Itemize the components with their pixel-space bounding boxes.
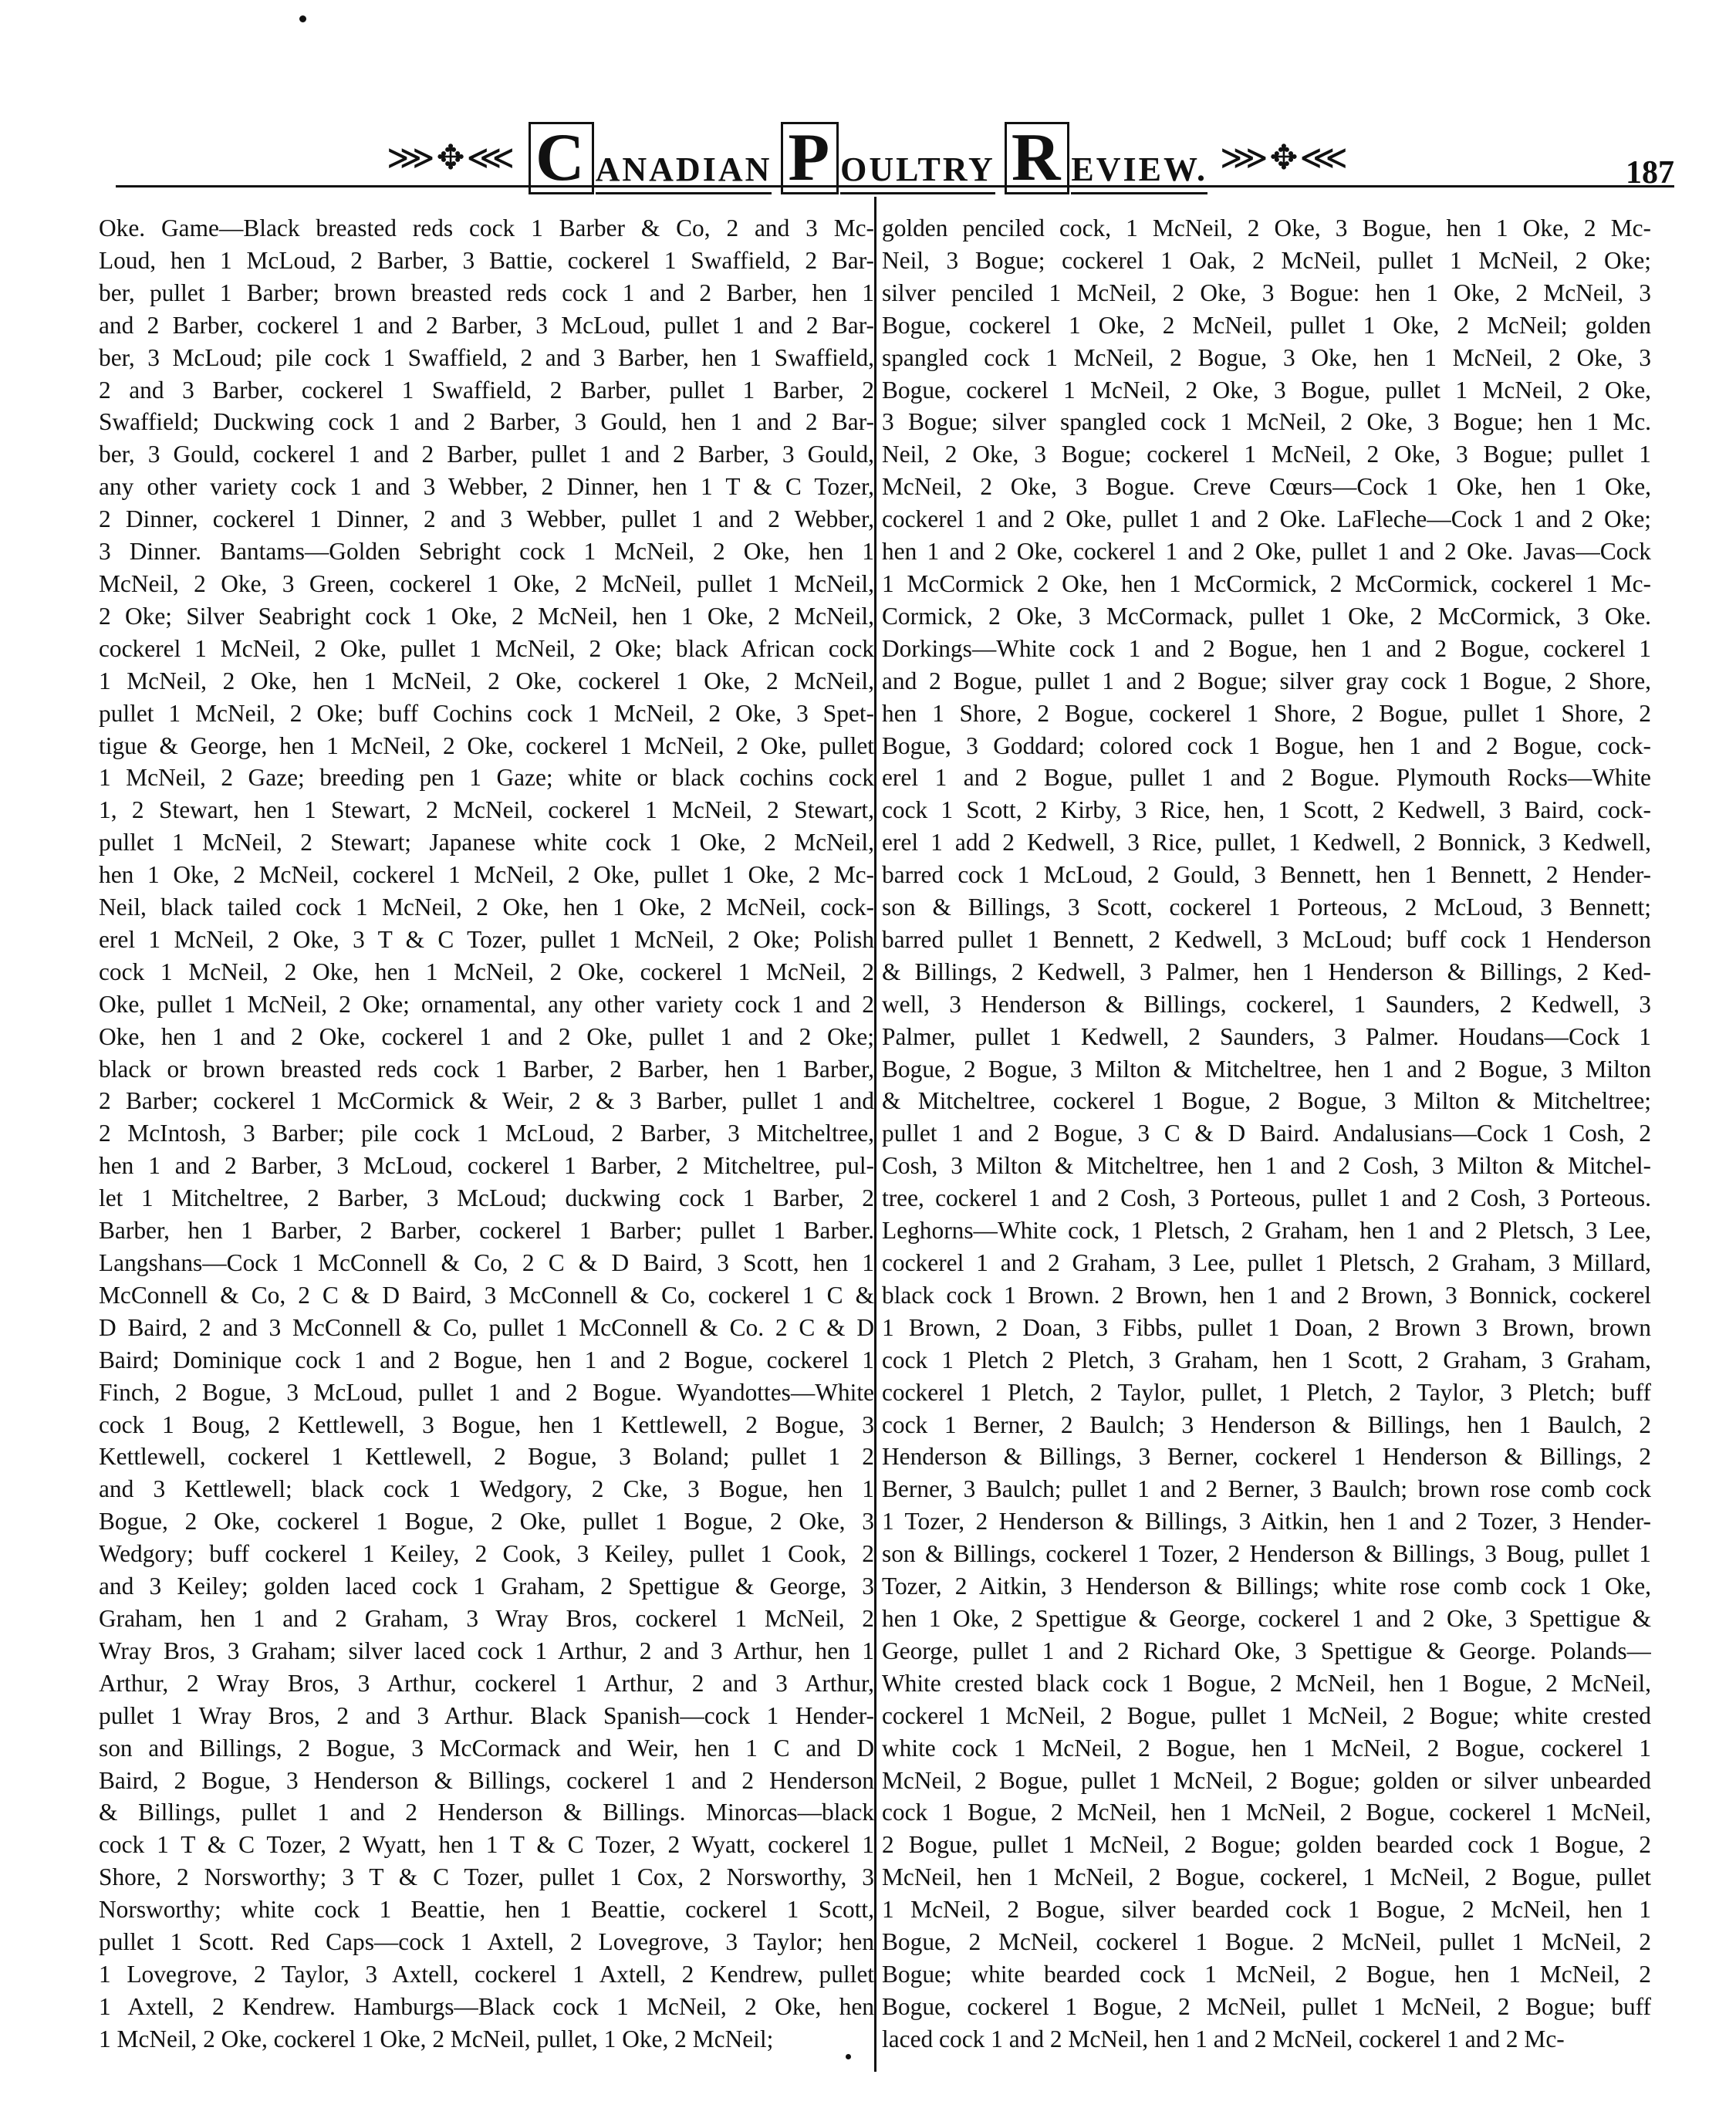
right-column-line: 1 Brown, 2 Doan, 3 Fibbs, pullet 1 Doan, 2 Brown 3 Brown, brown [882, 1313, 1651, 1341]
left-column-line: hen 1 and 2 Barber, 3 McLoud, cockerel 1 Barber, 2 Mitcheltree, pul- [99, 1152, 874, 1180]
left-column-line: pullet 1 Wray Bros, 2 and 3 Arthur. Black Spanish—cock 1 Hender- [99, 1701, 874, 1729]
right-column-line: McNeil, hen 1 McNeil, 2 Bogue, cockerel, 1 McNeil, 2 Bogue, pullet [882, 1863, 1651, 1891]
right-column-line: 1 McCormick 2 Oke, hen 1 McCormick, 2 McCormick, cockerel 1 Mc- [882, 569, 1651, 597]
right-column-line: and 2 Bogue, pullet 1 and 2 Bogue; silver gray cock 1 Bogue, 2 Shore, [882, 667, 1651, 694]
left-column-line: 2 Barber; cockerel 1 McCormick & Weir, 2 & 3 Barber, pullet 1 and [99, 1087, 874, 1115]
right-column [882, 212, 1651, 2052]
right-column-line: George, pullet 1 and 2 Richard Oke, 3 Spettigue & George. Polands— [882, 1637, 1651, 1664]
right-column-line: Tozer, 2 Aitkin, 3 Henderson & Billings; white rose comb cock 1 Oke, [882, 1573, 1651, 1600]
left-column-line: ber, 3 Gould, cockerel 1 and 2 Barber, pullet 1 and 2 Barber, 3 Gould, [99, 441, 874, 468]
left-column-line: Oke, hen 1 and 2 Oke, cockerel 1 and 2 Oke, pullet 1 and 2 Oke; [99, 1022, 874, 1050]
left-column-line: ber, pullet 1 Barber; brown breasted reds cock 1 and 2 Barber, hen 1 [99, 279, 874, 306]
right-column-line: cockerel 1 and 2 Graham, 3 Lee, pullet 1 Pletsch, 2 Graham, 3 Millard, [882, 1249, 1651, 1276]
left-column-line: tigue & George, hen 1 McNeil, 2 Oke, cockerel 1 McNeil, 2 Oke, pullet [99, 731, 874, 759]
ink-speck-top [299, 15, 306, 22]
left-column-line: McNeil, 2 Oke, 3 Green, cockerel 1 Oke, 2 McNeil, pullet 1 McNeil, [99, 569, 874, 597]
left-column-line: cock 1 McNeil, 2 Oke, hen 1 McNeil, 2 Oke, cockerel 1 McNeil, 2 [99, 958, 874, 985]
left-column-line: 1, 2 Stewart, hen 1 Stewart, 2 McNeil, cockerel 1 McNeil, 2 Stewart, [99, 796, 874, 824]
left-column-line: black or brown breasted reds cock 1 Barber, 2 Barber, hen 1 Barber, [99, 1055, 874, 1083]
page-number: 187 [1626, 155, 1674, 191]
right-column-line: silver penciled 1 McNeil, 2 Oke, 3 Bogue: hen 1 Oke, 2 McNeil, 3 [882, 279, 1651, 306]
right-column-line: cockerel 1 and 2 Oke, pullet 1 and 2 Oke. LaFleche—Cock 1 and 2 Oke; [882, 505, 1651, 533]
left-column-line: Finch, 2 Bogue, 3 McLoud, pullet 1 and 2 Bogue. Wyandottes—White [99, 1378, 874, 1406]
left-column-line: Bogue, 2 Oke, cockerel 1 Bogue, 2 Oke, pullet 1 Bogue, 2 Oke, 3 [99, 1508, 874, 1535]
left-column-line: any other variety cock 1 and 3 Webber, 2 Dinner, hen 1 T & C Tozer, [99, 473, 874, 501]
column-divider [874, 197, 876, 2072]
left-column-line: Neil, black tailed cock 1 McNeil, 2 Oke, hen 1 Oke, 2 McNeil, cock- [99, 894, 874, 921]
right-column-line: white cock 1 McNeil, 2 Bogue, hen 1 McNeil, 2 Bogue, cockerel 1 [882, 1734, 1651, 1762]
left-column-line: Swaffield; Duckwing cock 1 and 2 Barber, 3 Gould, hen 1 and 2 Bar- [99, 408, 874, 436]
right-column-line: 1 McNeil, 2 Bogue, silver bearded cock 1 Bogue, 2 McNeil, hen 1 [882, 1896, 1651, 1924]
right-column-line: laced cock 1 and 2 McNeil, hen 1 and 2 McNeil, cockerel 1 and 2 Mc- [882, 2025, 1565, 2052]
right-column-line: Bogue, 2 McNeil, cockerel 1 Bogue. 2 McNeil, pullet 1 McNeil, 2 [882, 1928, 1651, 1956]
left-column-line: Kettlewell, cockerel 1 Kettlewell, 2 Bogue, 3 Boland; pullet 1 2 [99, 1443, 874, 1471]
left-column [99, 212, 874, 2052]
left-column-line: pullet 1 McNeil, 2 Oke; buff Cochins cock 1 McNeil, 2 Oke, 3 Spet- [99, 699, 874, 727]
left-column-line: Wray Bros, 3 Graham; silver laced cock 1 Arthur, 2 and 3 Arthur, hen 1 [99, 1637, 874, 1664]
masthead-ornament-right: ⋙✥⋘ [1219, 139, 1349, 177]
left-column-line: 2 Dinner, cockerel 1 Dinner, 2 and 3 Webber, pullet 1 and 2 Webber, [99, 505, 874, 533]
left-column-line: Baird; Dominique cock 1 and 2 Bogue, hen 1 and 2 Bogue, cockerel 1 [99, 1346, 874, 1373]
masthead-ornament-left: ⋙✥⋘ [387, 139, 517, 177]
right-column-line: cockerel 1 McNeil, 2 Bogue, pullet 1 McNeil, 2 Bogue; white crested [882, 1701, 1651, 1729]
right-column-line: Bogue, cockerel 1 Bogue, 2 McNeil, pullet 1 McNeil, 2 Bogue; buff [882, 1992, 1651, 2020]
right-column-line: Bogue; white bearded cock 1 McNeil, 2 Bogue, hen 1 McNeil, 2 [882, 1960, 1651, 1988]
left-column-line: 1 McNeil, 2 Gaze; breeding pen 1 Gaze; white or black cochins cock [99, 764, 874, 792]
right-column-line: Bogue, cockerel 1 Oke, 2 McNeil, pullet 1 Oke, 2 McNeil; golden [882, 311, 1651, 339]
right-column-line: 1 Tozer, 2 Henderson & Billings, 3 Aitkin, hen 1 and 2 Tozer, 3 Hender- [882, 1508, 1651, 1535]
right-column-line: Bogue, cockerel 1 McNeil, 2 Oke, 3 Bogue, pullet 1 McNeil, 2 Oke, [882, 376, 1651, 404]
masthead-title [524, 122, 1212, 194]
right-column-line: McNeil, 2 Oke, 3 Bogue. Creve Cœurs—Cock 1 Oke, hen 1 Oke, [882, 473, 1651, 501]
left-column-line: 2 Oke; Silver Seabright cock 1 Oke, 2 McNeil, hen 1 Oke, 2 McNeil, [99, 602, 874, 630]
left-column-line: Oke. Game—Black breasted reds cock 1 Barber & Co, 2 and 3 Mc- [99, 215, 874, 242]
masthead-word-review: R EVIEW. [1005, 122, 1207, 194]
right-column-line: well, 3 Henderson & Billings, cockerel, 1 Saunders, 2 Kedwell, 3 [882, 990, 1651, 1018]
right-column-line: Henderson & Billings, 3 Berner, cockerel 1 Henderson & Billings, 2 [882, 1443, 1651, 1471]
left-column-line: Wedgory; buff cockerel 1 Keiley, 2 Cook, 3 Keiley, pullet 1 Cook, 2 [99, 1540, 874, 1568]
right-column-line: Palmer, pullet 1 Kedwell, 2 Saunders, 3 Palmer. Houdans—Cock 1 [882, 1022, 1651, 1050]
right-column-line: Bogue, 2 Bogue, 3 Milton & Mitcheltree, hen 1 and 2 Bogue, 3 Milton [882, 1055, 1651, 1083]
right-column-line: Neil, 3 Bogue; cockerel 1 Oak, 2 McNeil, pullet 1 McNeil, 2 Oke; [882, 246, 1651, 274]
left-column-line: Arthur, 2 Wray Bros, 3 Arthur, cockerel 1 Arthur, 2 and 3 Arthur, [99, 1669, 874, 1697]
masthead-word-poultry: P OULTRY [781, 122, 995, 194]
right-column-line: cock 1 Pletch 2 Pletch, 3 Graham, hen 1 Scott, 2 Graham, 3 Graham, [882, 1346, 1651, 1373]
right-column-line: hen 1 Oke, 2 Spettigue & George, cockerel 1 and 2 Oke, 3 Spettigue & [882, 1604, 1651, 1632]
right-column-line: White crested black cock 1 Bogue, 2 McNeil, hen 1 Bogue, 2 McNeil, [882, 1669, 1651, 1697]
right-column-line: son & Billings, 3 Scott, cockerel 1 Porteous, 2 McLoud, 3 Bennett; [882, 894, 1651, 921]
left-column-line: Graham, hen 1 and 2 Graham, 3 Wray Bros, cockerel 1 McNeil, 2 [99, 1604, 874, 1632]
left-column-line: erel 1 McNeil, 2 Oke, 3 T & C Tozer, pullet 1 McNeil, 2 Oke; Polish [99, 925, 874, 953]
right-column-line: son & Billings, cockerel 1 Tozer, 2 Henderson & Billings, 3 Boug, pullet 1 [882, 1540, 1651, 1568]
left-column-line: hen 1 Oke, 2 McNeil, cockerel 1 McNeil, 2 Oke, pullet 1 Oke, 2 Mc- [99, 861, 874, 889]
left-column-line: 1 McNeil, 2 Oke, hen 1 McNeil, 2 Oke, cockerel 1 Oke, 2 McNeil, [99, 667, 874, 694]
right-column-line: cock 1 Bogue, 2 McNeil, hen 1 McNeil, 2 Bogue, cockerel 1 McNeil, [882, 1799, 1651, 1826]
masthead [0, 120, 1736, 195]
left-column-line: ber, 3 McLoud; pile cock 1 Swaffield, 2 and 3 Barber, hen 1 Swaffield, [99, 343, 874, 371]
left-column-line: cockerel 1 McNeil, 2 Oke, pullet 1 McNeil, 2 Oke; black African cock [99, 634, 874, 662]
masthead-word-canadian: C ANADIAN [529, 122, 772, 194]
right-column-line: barred cock 1 McLoud, 2 Gould, 3 Bennett, hen 1 Bennett, 2 Hender- [882, 861, 1651, 889]
left-column-line: let 1 Mitcheltree, 2 Barber, 3 McLoud; duckwing cock 1 Barber, 2 [99, 1184, 874, 1212]
left-column-line: 1 Lovegrove, 2 Taylor, 3 Axtell, cockerel 1 Axtell, 2 Kendrew, pullet [99, 1960, 874, 1988]
left-column-line: Shore, 2 Norsworthy; 3 T & C Tozer, pullet 1 Cox, 2 Norsworthy, 3 [99, 1863, 874, 1891]
right-column-line: tree, cockerel 1 and 2 Cosh, 3 Porteous, pullet 1 and 2 Cosh, 3 Porteous. [882, 1184, 1651, 1212]
left-column-line: Loud, hen 1 McLoud, 2 Barber, 3 Battie, cockerel 1 Swaffield, 2 Bar- [99, 246, 874, 274]
right-column-line: & Mitcheltree, cockerel 1 Bogue, 2 Bogue, 3 Milton & Mitcheltree; [882, 1087, 1651, 1115]
right-column-line: Berner, 3 Baulch; pullet 1 and 2 Berner, 3 Baulch; brown rose comb cock [882, 1475, 1651, 1503]
left-column-line: pullet 1 Scott. Red Caps—cock 1 Axtell, 2 Lovegrove, 3 Taylor; hen [99, 1928, 874, 1956]
ink-speck-bottom [846, 2054, 851, 2059]
right-column-line: Leghorns—White cock, 1 Pletsch, 2 Graham, hen 1 and 2 Pletsch, 3 Lee, [882, 1217, 1651, 1245]
right-column-line: Cosh, 3 Milton & Mitcheltree, hen 1 and 2 Cosh, 3 Milton & Mitchel- [882, 1152, 1651, 1180]
left-column-line: 3 Dinner. Bantams—Golden Sebright cock 1 McNeil, 2 Oke, hen 1 [99, 538, 874, 566]
right-column-line: spangled cock 1 McNeil, 2 Bogue, 3 Oke, hen 1 McNeil, 2 Oke, 3 [882, 343, 1651, 371]
left-column-line: Baird, 2 Bogue, 3 Henderson & Billings, cockerel 1 and 2 Henderson [99, 1766, 874, 1794]
left-column-line: son and Billings, 2 Bogue, 3 McCormack and Weir, hen 1 C and D [99, 1734, 874, 1762]
right-column-line: hen 1 Shore, 2 Bogue, cockerel 1 Shore, 2 Bogue, pullet 1 Shore, 2 [882, 699, 1651, 727]
left-column-line: D Baird, 2 and 3 McConnell & Co, pullet 1 McConnell & Co. 2 C & D [99, 1313, 874, 1341]
left-column-line: pullet 1 McNeil, 2 Stewart; Japanese white cock 1 Oke, 2 McNeil, [99, 829, 874, 856]
right-column-line: Bogue, 3 Goddard; colored cock 1 Bogue, hen 1 and 2 Bogue, cock- [882, 731, 1651, 759]
left-column-line: cock 1 Boug, 2 Kettlewell, 3 Bogue, hen 1 Kettlewell, 2 Bogue, 3 [99, 1410, 874, 1438]
left-column-line: 1 Axtell, 2 Kendrew. Hamburgs—Black cock 1 McNeil, 2 Oke, hen [99, 1992, 874, 2020]
right-column-line: hen 1 and 2 Oke, cockerel 1 and 2 Oke, pullet 1 and 2 Oke. Javas—Cock [882, 538, 1651, 566]
right-column-line: McNeil, 2 Bogue, pullet 1 McNeil, 2 Bogue; golden or silver unbearded [882, 1766, 1651, 1794]
left-column-line: cock 1 T & C Tozer, 2 Wyatt, hen 1 T & C Tozer, 2 Wyatt, cockerel 1 [99, 1831, 874, 1859]
left-column-line: and 3 Kettlewell; black cock 1 Wedgory, 2 Cke, 3 Bogue, hen 1 [99, 1475, 874, 1503]
left-column-line: 2 and 3 Barber, cockerel 1 Swaffield, 2 Barber, pullet 1 Barber, 2 [99, 376, 874, 404]
left-column-line: and 3 Keiley; golden laced cock 1 Graham, 2 Spettigue & George, 3 [99, 1573, 874, 1600]
left-column-line: McConnell & Co, 2 C & D Baird, 3 McConnell & Co, cockerel 1 C & [99, 1281, 874, 1309]
right-column-line: erel 1 and 2 Bogue, pullet 1 and 2 Bogue. Plymouth Rocks—White [882, 764, 1651, 792]
right-column-line: Dorkings—White cock 1 and 2 Bogue, hen 1 and 2 Bogue, cockerel 1 [882, 634, 1651, 662]
left-column-line: and 2 Barber, cockerel 1 and 2 Barber, 3 McLoud, pullet 1 and 2 Bar- [99, 311, 874, 339]
right-column-line: pullet 1 and 2 Bogue, 3 C & D Baird. Andalusians—Cock 1 Cosh, 2 [882, 1120, 1651, 1147]
right-column-line: black cock 1 Brown. 2 Brown, hen 1 and 2 Brown, 3 Bonnick, cockerel [882, 1281, 1651, 1309]
right-column-line: 2 Bogue, pullet 1 McNeil, 2 Bogue; golden bearded cock 1 Bogue, 2 [882, 1831, 1651, 1859]
right-column-line: Cormick, 2 Oke, 3 McCormack, pullet 1 Oke, 2 McCormick, 3 Oke. [882, 602, 1651, 630]
left-column-line: & Billings, pullet 1 and 2 Henderson & Billings. Minorcas—black [99, 1799, 874, 1826]
right-column-line: cockerel 1 Pletch, 2 Taylor, pullet, 1 Pletch, 2 Taylor, 3 Pletch; buff [882, 1378, 1651, 1406]
left-column-line: 2 McIntosh, 3 Barber; pile cock 1 McLoud, 2 Barber, 3 Mitcheltree, [99, 1120, 874, 1147]
right-column-line: & Billings, 2 Kedwell, 3 Palmer, hen 1 Henderson & Billings, 2 Ked- [882, 958, 1651, 985]
left-column-line: 1 McNeil, 2 Oke, cockerel 1 Oke, 2 McNeil, pullet, 1 Oke, 2 McNeil; [99, 2025, 774, 2052]
right-column-line: cock 1 Scott, 2 Kirby, 3 Rice, hen, 1 Scott, 2 Kedwell, 3 Baird, cock- [882, 796, 1651, 824]
right-column-line: cock 1 Berner, 2 Baulch; 3 Henderson & Billings, hen 1 Baulch, 2 [882, 1410, 1651, 1438]
right-column-line: Neil, 2 Oke, 3 Bogue; cockerel 1 McNeil, 2 Oke, 3 Bogue; pullet 1 [882, 441, 1651, 468]
left-column-line: Norsworthy; white cock 1 Beattie, hen 1 Beattie, cockerel 1 Scott, [99, 1896, 874, 1924]
right-column-line: 3 Bogue; silver spangled cock 1 McNeil, 2 Oke, 3 Bogue; hen 1 Mc. [882, 408, 1651, 436]
left-column-line: Langshans—Cock 1 McConnell & Co, 2 C & D Baird, 3 Scott, hen 1 [99, 1249, 874, 1276]
right-column-line: erel 1 add 2 Kedwell, 3 Rice, pullet, 1 Kedwell, 2 Bonnick, 3 Kedwell, [882, 829, 1651, 856]
right-column-line: golden penciled cock, 1 McNeil, 2 Oke, 3 Bogue, hen 1 Oke, 2 Mc- [882, 215, 1651, 242]
left-column-line: Barber, hen 1 Barber, 2 Barber, cockerel 1 Barber; pullet 1 Barber. [99, 1217, 874, 1245]
right-column-line: barred pullet 1 Bennett, 2 Kedwell, 3 McLoud; buff cock 1 Henderson [882, 925, 1651, 953]
header-rule [116, 185, 1674, 188]
left-column-line: Oke, pullet 1 McNeil, 2 Oke; ornamental, any other variety cock 1 and 2 [99, 990, 874, 1018]
